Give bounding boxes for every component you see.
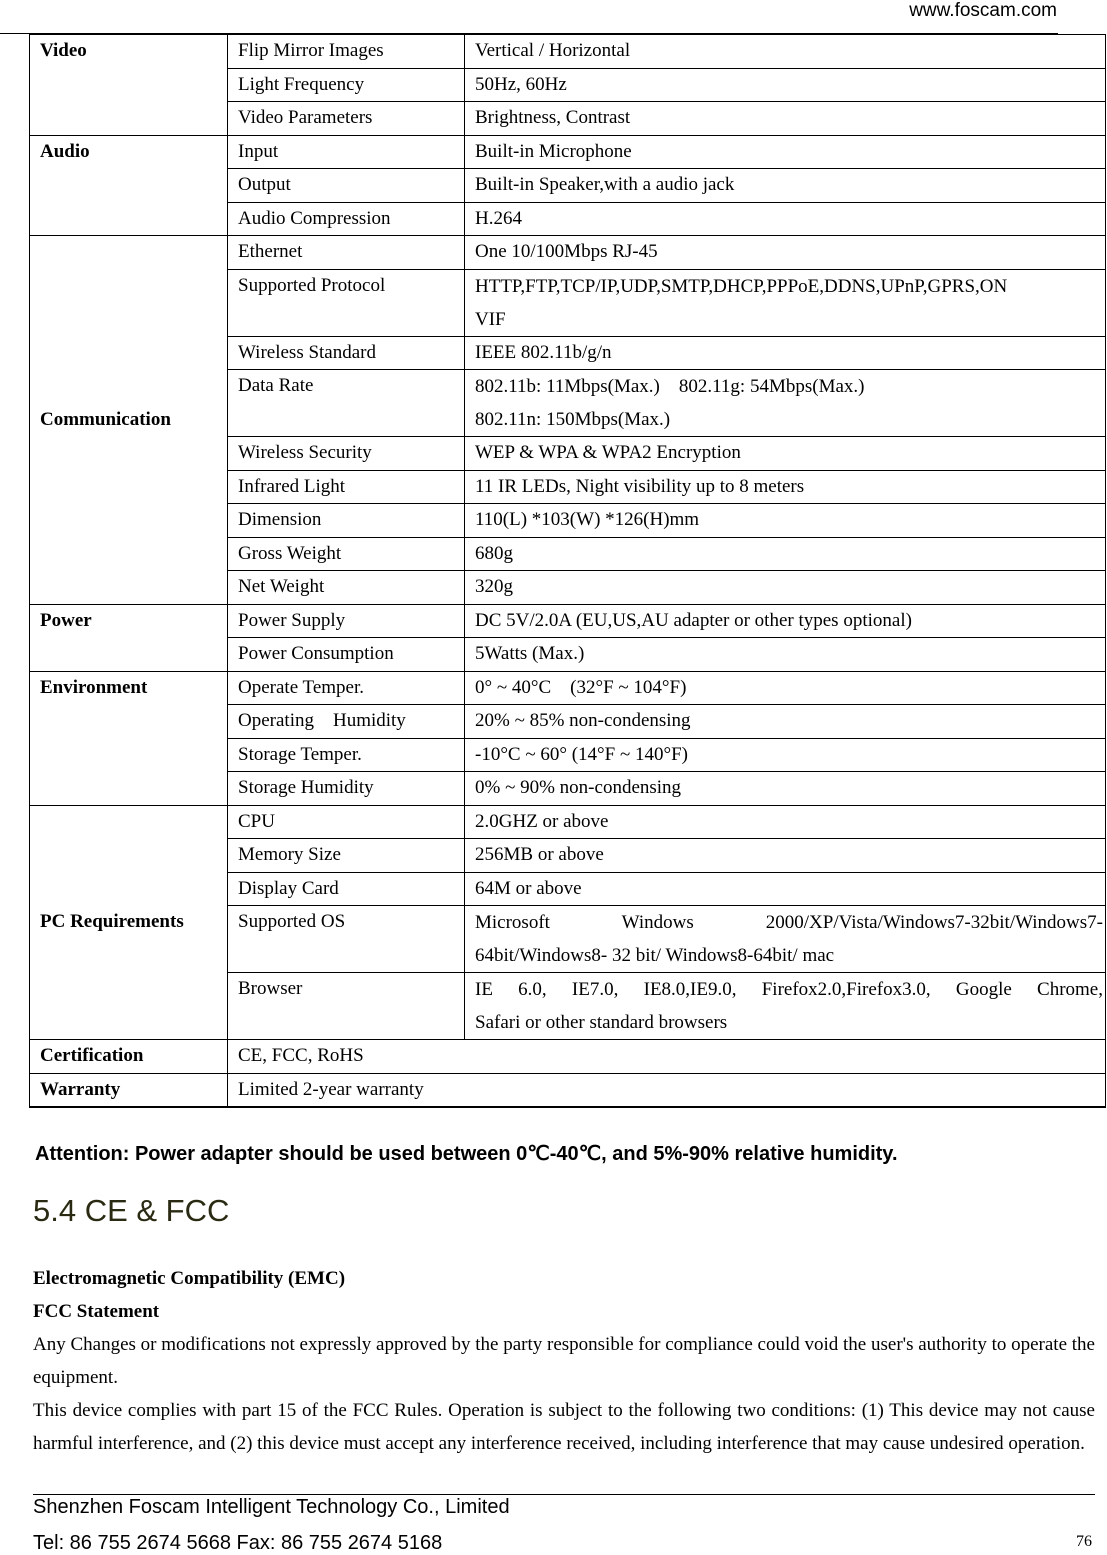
category-audio: Audio — [30, 135, 228, 236]
table-row — [30, 805, 1106, 839]
table-row — [30, 1073, 1106, 1107]
spec-name: Supported OS — [228, 906, 465, 973]
category-certification: Certification — [30, 1040, 228, 1074]
spec-name: Output — [228, 169, 465, 203]
spec-value — [465, 906, 1106, 973]
fcc-body — [33, 1262, 1095, 1460]
spec-value: CE, FCC, RoHS — [228, 1040, 1106, 1074]
spec-value: Brightness, Contrast — [465, 102, 1106, 136]
category-environment: Environment — [30, 671, 228, 805]
spec-name: Data Rate — [228, 370, 465, 437]
spec-name: Audio Compression — [228, 202, 465, 236]
spec-name: Net Weight — [228, 571, 465, 605]
spec-name: Light Frequency — [228, 68, 465, 102]
spec-name: Operating Humidity — [228, 705, 465, 739]
spec-name: Storage Humidity — [228, 772, 465, 806]
spec-value-line: 64bit/Windows8- 32 bit/ Windows8-64bit/ mac — [475, 945, 835, 966]
section-title: 5.4 CE & FCC — [33, 1193, 230, 1228]
spec-value-line: 802.11n: 150Mbps(Max.) — [475, 409, 671, 430]
spec-name: Wireless Standard — [228, 336, 465, 370]
spec-value: IEEE 802.11b/g/n — [465, 336, 1106, 370]
spec-value-line: IE 6.0, IE7.0, IE8.0,IE9.0, Firefox2.0,Firefox3.0, Google Chrome, — [475, 979, 1103, 1000]
spec-value — [465, 269, 1106, 336]
attention-note: Attention: Power adapter should be used between 0℃-40℃, and 5%-90% relative humidity. — [35, 1143, 898, 1165]
spec-value: 64M or above — [465, 872, 1106, 906]
spec-name: Supported Protocol — [228, 269, 465, 336]
spec-value: 320g — [465, 571, 1106, 605]
spec-value: One 10/100Mbps RJ-45 — [465, 236, 1106, 270]
footer-company: Shenzhen Foscam Intelligent Technology Co., Limited — [33, 1496, 510, 1518]
spec-value: 20% ~ 85% non-condensing — [465, 705, 1106, 739]
spec-value-line: HTTP,FTP,TCP/IP,UDP,SMTP,DHCP,PPPoE,DDNS,UPnP,GPRS,ON — [475, 275, 1008, 297]
spec-name: Browser — [228, 973, 465, 1040]
spec-name: Memory Size — [228, 839, 465, 873]
category-pc-requirements: PC Requirements — [30, 805, 228, 1040]
header-url: www.foscam.com — [909, 0, 1057, 21]
spec-name: Power Supply — [228, 604, 465, 638]
spec-name: Operate Temper. — [228, 671, 465, 705]
spec-name: Display Card — [228, 872, 465, 906]
table-row — [30, 135, 1106, 169]
spec-value: 5Watts (Max.) — [465, 638, 1106, 672]
spec-value — [465, 370, 1106, 437]
table-row — [30, 604, 1106, 638]
spec-value: 256MB or above — [465, 839, 1106, 873]
spec-value-line: Safari or other standard browsers — [475, 1012, 728, 1033]
spec-value: 2.0GHZ or above — [465, 805, 1106, 839]
spec-value: 0° ~ 40°C (32°F ~ 104°F) — [465, 671, 1106, 705]
table-row — [30, 1040, 1106, 1074]
spec-name: Power Consumption — [228, 638, 465, 672]
footer-divider — [33, 1494, 1095, 1495]
table-row — [30, 671, 1106, 705]
emc-heading: Electromagnetic Compatibility (EMC) — [33, 1268, 346, 1289]
spec-value — [465, 973, 1106, 1040]
spec-value-line: 802.11b: 11Mbps(Max.) 802.11g: 54Mbps(Max.) — [475, 376, 865, 397]
spec-name: Gross Weight — [228, 537, 465, 571]
spec-name: Wireless Security — [228, 437, 465, 471]
fcc-heading: FCC Statement — [33, 1301, 160, 1322]
spec-value: 0% ~ 90% non-condensing — [465, 772, 1106, 806]
spec-name: Dimension — [228, 504, 465, 538]
category-warranty: Warranty — [30, 1073, 228, 1107]
spec-value: 50Hz, 60Hz — [465, 68, 1106, 102]
category-power: Power — [30, 604, 228, 671]
spec-value: Limited 2-year warranty — [228, 1073, 1106, 1107]
paragraph: This device complies with part 15 of the FCC Rules. Operation is subject to the following two conditions: (1) This device may not cause harmful interference, and (2) this device must accept any interference received, including interference that may cause undesired operation. — [33, 1400, 1095, 1454]
spec-value: -10°C ~ 60° (14°F ~ 140°F) — [465, 738, 1106, 772]
paragraph: Any Changes or modifications not expressly approved by the party responsible for compliance could void the user's authority to operate the equipment. — [33, 1334, 1095, 1388]
category-communication: Communication — [30, 236, 228, 605]
spec-value: WEP & WPA & WPA2 Encryption — [465, 437, 1106, 471]
spec-name: Input — [228, 135, 465, 169]
spec-value: DC 5V/2.0A (EU,US,AU adapter or other types optional) — [465, 604, 1106, 638]
category-video: Video — [30, 35, 228, 136]
spec-name: Storage Temper. — [228, 738, 465, 772]
spec-value: 680g — [465, 537, 1106, 571]
spec-value-line: VIF — [475, 308, 506, 330]
spec-value-line: Microsoft Windows 2000/XP/Vista/Windows7-32bit/Windows7- — [475, 912, 1103, 933]
spec-value: 110(L) *103(W) *126(H)mm — [465, 504, 1106, 538]
spec-value: Built-in Speaker,with a audio jack — [465, 169, 1106, 203]
spec-value: Vertical / Horizontal — [465, 35, 1106, 69]
spec-name: Video Parameters — [228, 102, 465, 136]
spec-value: H.264 — [465, 202, 1106, 236]
specification-table — [29, 34, 1106, 1108]
footer-contact: Tel: 86 755 2674 5668 Fax: 86 755 2674 5168 — [33, 1532, 443, 1554]
table-row — [30, 35, 1106, 69]
spec-name: Ethernet — [228, 236, 465, 270]
page-number: 76 — [1076, 1533, 1092, 1550]
spec-name: CPU — [228, 805, 465, 839]
table-row — [30, 236, 1106, 270]
spec-name: Flip Mirror Images — [228, 35, 465, 69]
spec-name: Infrared Light — [228, 470, 465, 504]
spec-value: Built-in Microphone — [465, 135, 1106, 169]
spec-value: 11 IR LEDs, Night visibility up to 8 meters — [465, 470, 1106, 504]
